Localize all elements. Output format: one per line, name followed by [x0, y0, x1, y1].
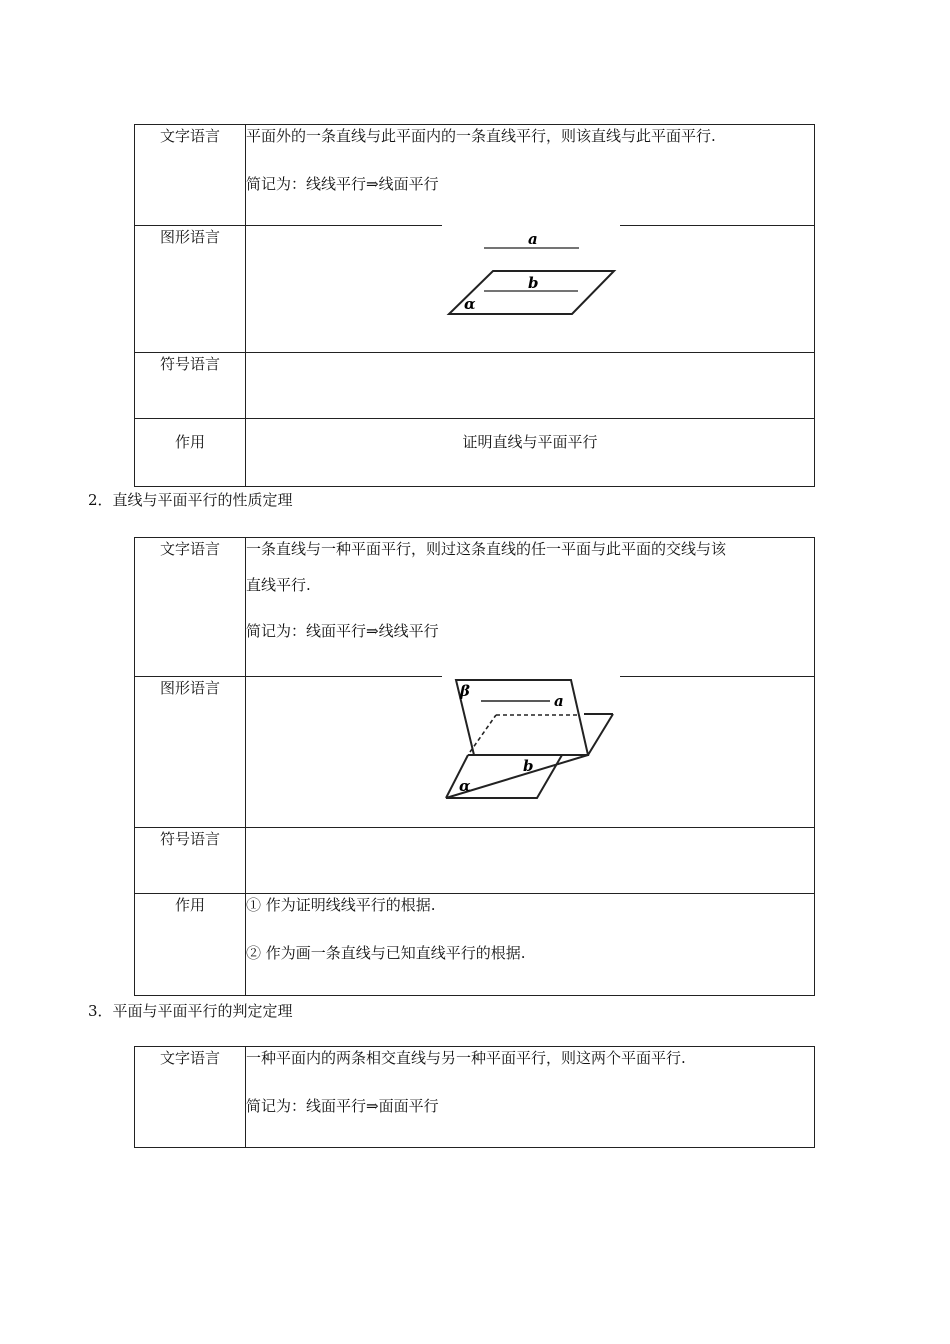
row-label-text-language: 文字语言	[135, 1047, 246, 1148]
usage-item-2: ② 作为画一条直线与已知直线平行的根据.	[246, 944, 526, 962]
row-label-figure-language: 图形语言	[135, 226, 246, 353]
theorem-table-3	[134, 1046, 815, 1148]
usage-content	[246, 894, 815, 996]
line-a-label: a	[528, 230, 538, 248]
figure-cell	[246, 677, 815, 828]
row-label-usage: 作用	[135, 894, 246, 996]
figure-cell	[246, 226, 815, 353]
row-label-figure-language: 图形语言	[135, 677, 246, 828]
line-plane-parallel-figure	[246, 226, 814, 352]
theorem-table-2	[134, 537, 815, 996]
statement: 一种平面内的两条相交直线与另一种平面平行，则这两个平面平行.	[246, 1049, 686, 1067]
figure-svg	[246, 226, 815, 352]
row-label-symbol-language: 符号语言	[135, 828, 246, 894]
row-label-usage: 作用	[135, 419, 246, 487]
symbol-language-content	[246, 353, 815, 419]
statement-line-2: 直线平行.	[246, 576, 311, 594]
section-heading-2: 2．直线与平面平行的性质定理	[88, 491, 293, 509]
line-a-label: a	[554, 692, 564, 710]
row-label-text-language: 文字语言	[135, 125, 246, 226]
line-plane-property-figure	[246, 677, 814, 827]
statement-line-1: 一条直线与一种平面平行，则过这条直线的任一平面与此平面的交线与该	[246, 540, 727, 558]
row-label-symbol-language: 符号语言	[135, 353, 246, 419]
symbol-language-content	[246, 828, 815, 894]
figure-svg	[246, 677, 815, 827]
line-b-label: b	[528, 274, 539, 292]
shorthand: 简记为：线面平行⇒线线平行	[246, 622, 439, 640]
text-language-content	[246, 125, 815, 226]
text-language-content	[246, 1047, 815, 1148]
usage-content: 证明直线与平面平行	[246, 419, 815, 487]
line-b-label: b	[523, 757, 534, 775]
usage-item-1: ① 作为证明线线平行的根据.	[246, 896, 436, 914]
plane-alpha-label: α	[459, 777, 471, 795]
statement: 平面外的一条直线与此平面内的一条直线平行，则该直线与此平面平行.	[246, 127, 716, 145]
plane-beta-label: β	[460, 682, 470, 700]
section-heading-3: 3．平面与平面平行的判定定理	[88, 1002, 293, 1020]
shorthand: 简记为：线线平行⇒线面平行	[246, 175, 439, 193]
theorem-table-1	[134, 124, 815, 487]
text-language-content	[246, 538, 815, 677]
plane-alpha-label: α	[464, 295, 476, 313]
shorthand: 简记为：线面平行⇒面面平行	[246, 1097, 439, 1115]
row-label-text-language: 文字语言	[135, 538, 246, 677]
